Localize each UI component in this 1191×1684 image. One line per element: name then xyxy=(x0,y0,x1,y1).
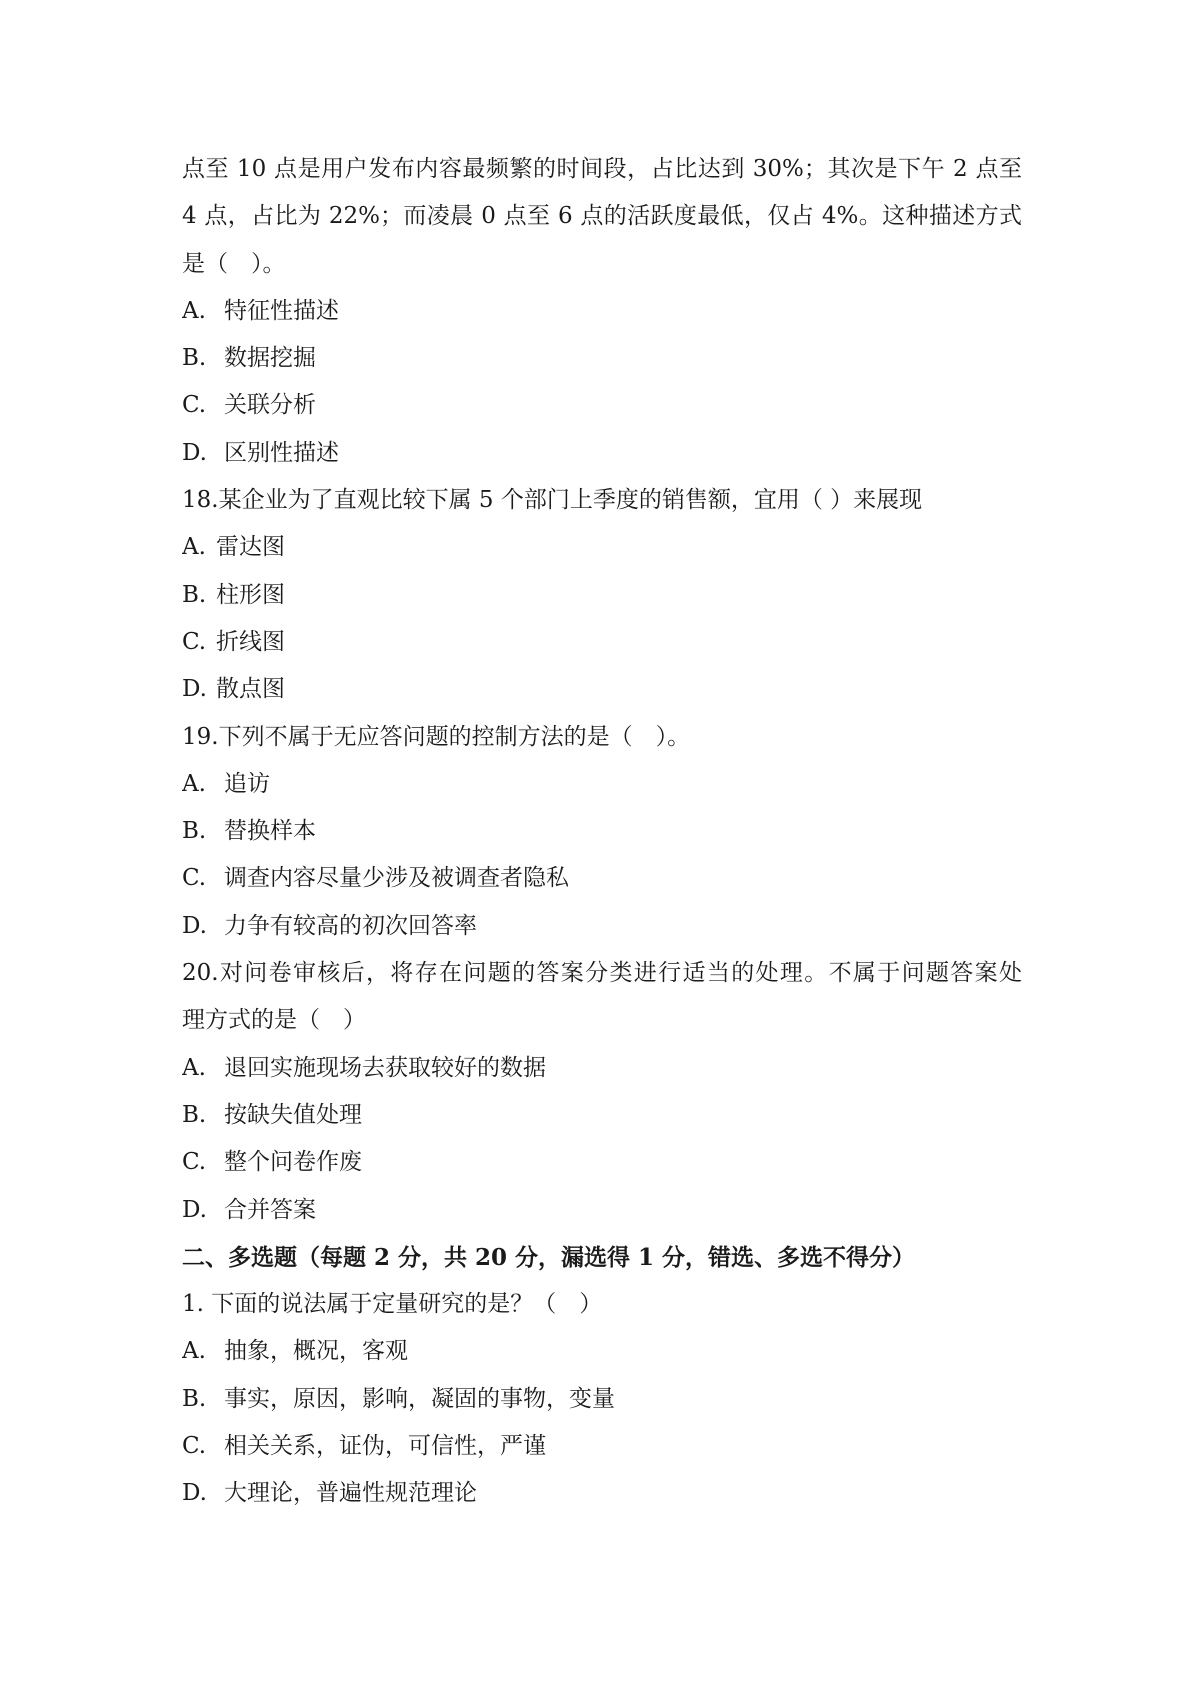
question-18-stem: 18.某企业为了直观比较下属 5 个部门上季度的销售额，宜用（ ）来展现 xyxy=(182,487,923,514)
question-19-option-a xyxy=(182,761,1022,808)
option-text: 退回实施现场去获取较好的数据 xyxy=(224,1054,546,1081)
question-20-option-b xyxy=(182,1092,1022,1139)
question-20-option-d xyxy=(182,1187,1022,1234)
question-18-option-d xyxy=(182,666,1022,713)
option-text: 相关关系，证伪，可信性，严谨 xyxy=(224,1433,546,1460)
question-19-option-b xyxy=(182,808,1022,855)
question-18-option-c xyxy=(182,619,1022,666)
option-text: 区别性描述 xyxy=(224,439,339,466)
option-letter: A. xyxy=(182,534,206,561)
question-19-stem: 19.下列不属于无应答问题的控制方法的是（ ）。 xyxy=(182,723,691,750)
question-17-option-d xyxy=(182,430,1022,477)
question-17-stem-line: 点至 10 点是用户发布内容最频繁的时间段，占比达到 30%；其次是下午 2 点至 xyxy=(182,156,1022,182)
section-heading: 二、多选题（每题 2 分，共 20 分，漏选得 1 分，错选、多选不得分） xyxy=(182,1243,916,1271)
option-text: 特征性描述 xyxy=(224,297,339,324)
option-text: 追访 xyxy=(224,770,270,797)
option-text: 力争有较高的初次回答率 xyxy=(224,912,477,939)
option-letter: C. xyxy=(182,865,207,892)
option-text: 大理论，普遍性规范理论 xyxy=(224,1480,477,1507)
option-letter: D. xyxy=(182,1480,207,1507)
question-19-option-d xyxy=(182,903,1022,950)
option-text: 整个问卷作废 xyxy=(224,1149,362,1176)
question-17-option-c xyxy=(182,382,1022,429)
option-letter: A. xyxy=(182,1338,206,1365)
option-letter: D. xyxy=(182,439,207,466)
option-letter: A. xyxy=(182,297,206,324)
option-text: 柱形图 xyxy=(216,581,285,608)
multi-question-1-option-d xyxy=(182,1470,1022,1517)
option-letter: B. xyxy=(182,1101,207,1128)
question-17-option-a xyxy=(182,288,1022,335)
option-text: 关联分析 xyxy=(224,392,316,419)
question-18-option-b xyxy=(182,572,1022,619)
option-letter: D. xyxy=(182,1196,207,1223)
option-letter: B. xyxy=(182,345,207,372)
question-20-option-c xyxy=(182,1139,1022,1186)
option-letter: D. xyxy=(182,676,207,703)
multi-question-1-stem: 1. 下面的说法属于定量研究的是？（ ） xyxy=(182,1291,603,1318)
option-text: 替换样本 xyxy=(224,818,316,845)
page-content xyxy=(182,146,1022,1518)
option-letter: B. xyxy=(182,818,207,845)
option-text: 事实，原因，影响，凝固的事物，变量 xyxy=(224,1385,615,1412)
option-letter: C. xyxy=(182,628,207,655)
question-17-stem-line: 是（ ）。 xyxy=(182,250,286,277)
option-letter: A. xyxy=(182,1054,206,1081)
option-letter: C. xyxy=(182,1149,207,1176)
option-text: 调查内容尽量少涉及被调查者隐私 xyxy=(224,865,569,892)
option-letter: B. xyxy=(182,1385,207,1412)
option-text: 散点图 xyxy=(216,676,285,703)
option-text: 合并答案 xyxy=(224,1196,316,1223)
question-17-stem-line: 4 点，占比为 22%；而凌晨 0 点至 6 点的活跃度最低，仅占 4%。这种描述方式 xyxy=(182,203,1022,230)
question-20-stem-line: 20.对问卷审核后，将存在问题的答案分类进行适当的处理。不属于问题答案处 xyxy=(182,960,1022,987)
option-letter: A. xyxy=(182,770,206,797)
option-text: 按缺失值处理 xyxy=(224,1101,362,1128)
option-text: 抽象，概况，客观 xyxy=(224,1338,408,1365)
question-17-option-b xyxy=(182,335,1022,382)
question-19-option-c xyxy=(182,855,1022,902)
question-20-option-a xyxy=(182,1045,1022,1092)
option-letter: B. xyxy=(182,581,207,608)
multi-question-1-option-a xyxy=(182,1328,1022,1375)
option-letter: D. xyxy=(182,912,207,939)
question-18-option-a xyxy=(182,524,1022,571)
option-text: 雷达图 xyxy=(216,534,285,561)
option-text: 折线图 xyxy=(216,628,285,655)
option-letter: C. xyxy=(182,1433,207,1460)
multi-question-1-option-b xyxy=(182,1376,1022,1423)
option-text: 数据挖掘 xyxy=(224,345,316,372)
question-20-stem-line: 理方式的是（ ） xyxy=(182,1007,366,1034)
option-letter: C. xyxy=(182,392,207,419)
multi-question-1-option-c xyxy=(182,1423,1022,1470)
